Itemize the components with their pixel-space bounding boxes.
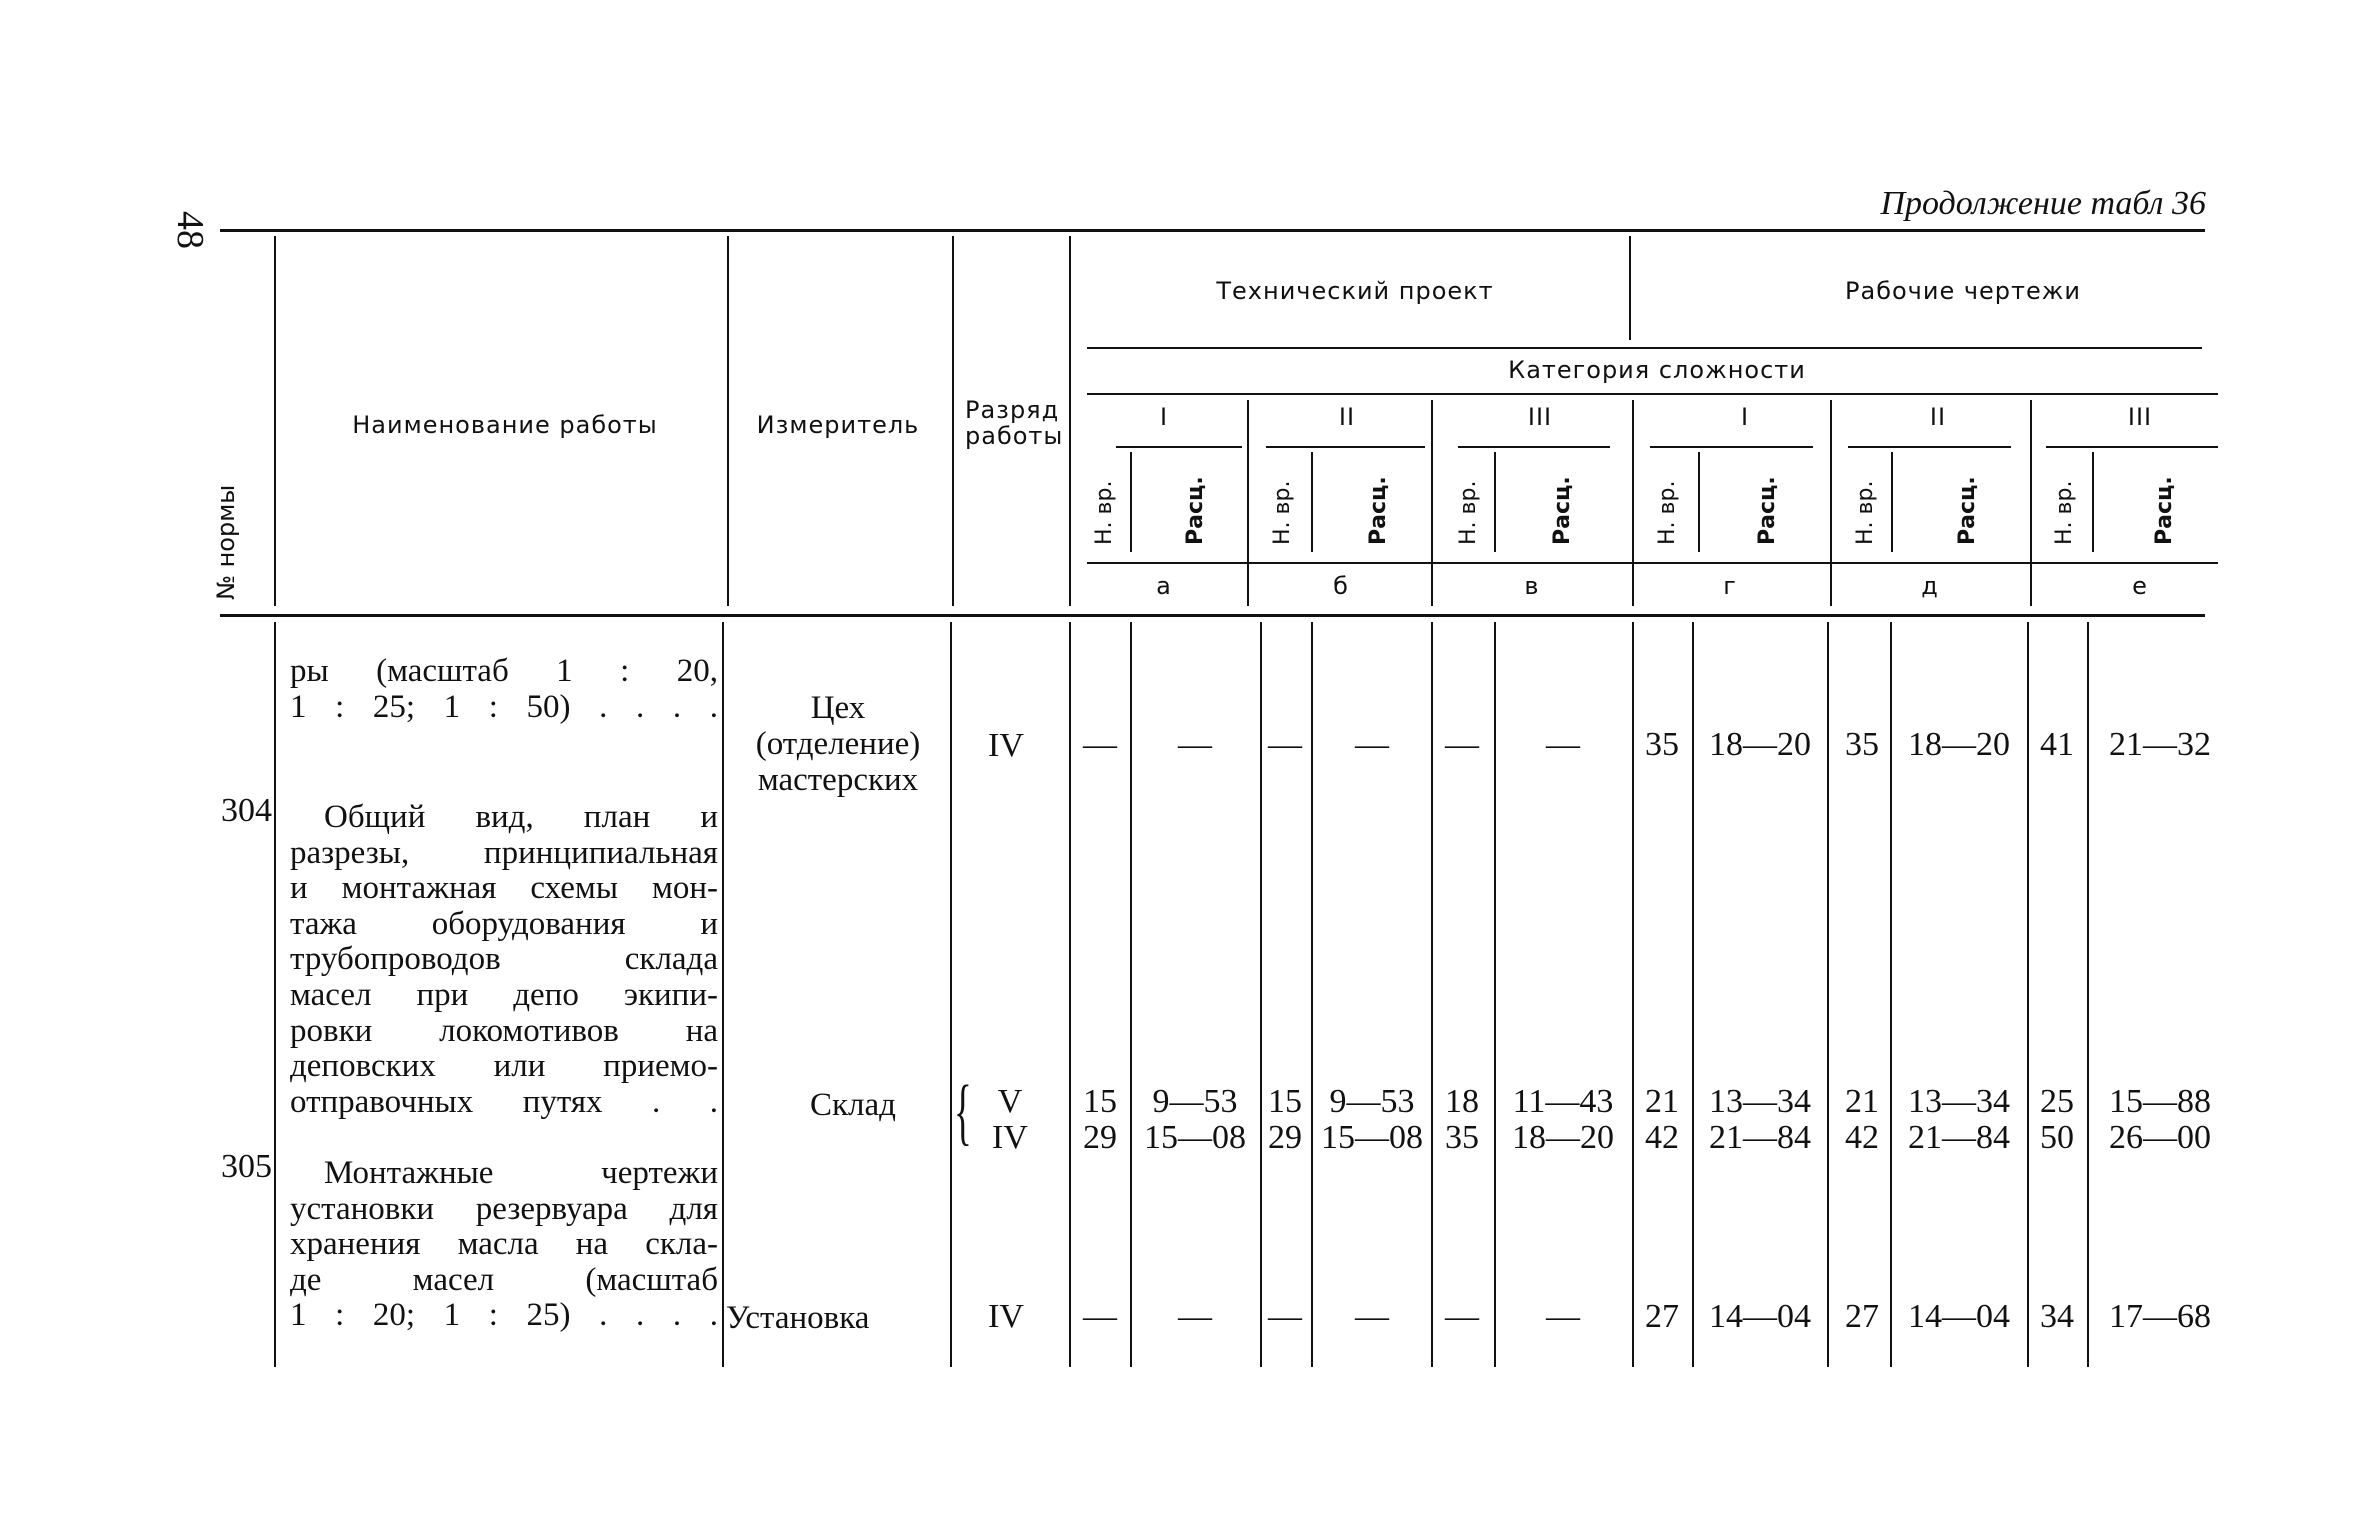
top-rule [220,229,2205,232]
category-label: III [1527,403,1553,431]
time-norm-cell: 21 [1845,1083,1879,1120]
subheader-hours: Н. вр. [1655,480,1680,545]
rate-cell: 9—53 [1329,1083,1415,1120]
category-label: II [1338,403,1356,431]
header-working-drawings: Рабочие чертежи [1845,277,2081,305]
rate-cell: 17—68 [2109,1298,2211,1335]
rate-cell: 15—88 [2109,1083,2211,1120]
time-norm-cell: 35 [1845,726,1879,763]
column-letter: в [1524,572,1540,600]
work-name-line: тажа оборудования и [290,905,718,942]
category-label: I [1740,403,1750,431]
grade-cell: V [997,1083,1023,1120]
time-norm-cell: 34 [2040,1298,2074,1335]
rate-cell: 21—32 [2109,726,2211,763]
category-sub-rule-2 [1266,446,1425,448]
subheader-hours: Н. вр. [1270,480,1295,545]
column-letter: а [1156,572,1172,600]
rate-cell: — [1178,726,1212,763]
work-name-line: деповских или приемо- [290,1048,718,1085]
column-letter: д [1921,572,1939,600]
time-norm-cell: — [1445,1298,1479,1335]
brace-icon: { [954,1071,972,1153]
time-norm-cell: 41 [2040,726,2074,763]
rate-cell: 18—20 [1908,726,2010,763]
subheader-rate: Расц. [1955,476,1980,545]
work-name-line: установки резервуара для [290,1190,718,1227]
rate-cell: — [1178,1298,1212,1335]
rate-cell: 18—20 [1512,1119,1614,1156]
time-norm-cell: 27 [1645,1298,1679,1335]
time-norm-cell: 29 [1083,1119,1117,1156]
page-number: 48 [169,211,211,249]
work-name-line: 1 : 20; 1 : 25) . . . . [290,1297,718,1334]
header-tech-project: Технический проект [1216,277,1494,305]
subheader-hours: Н. вр. [1853,480,1878,545]
category-sub-rule-5 [1848,446,2011,448]
rate-cell: — [1355,1298,1389,1335]
work-name-line: 1 : 25; 1 : 50) . . . . [290,688,718,725]
header-work-name: Наименование работы [352,411,658,439]
time-norm-cell: — [1268,726,1302,763]
header-meter: Измеритель [756,411,920,439]
time-norm-cell: 35 [1445,1119,1479,1156]
grade-cell: IV [988,1298,1024,1335]
meter-cell: Склад [810,1087,896,1123]
time-norm-cell: 50 [2040,1119,2074,1156]
category-label: II [1929,403,1947,431]
work-name-line: хранения масла на скла- [290,1226,718,1263]
grade-cell: IV [988,727,1024,764]
rate-cell: 11—43 [1512,1083,1614,1120]
work-name-line: разрезы, принципиальная [290,834,718,871]
time-norm-cell: — [1268,1298,1302,1335]
subheader-hours: Н. вр. [1456,480,1481,545]
rate-cell: 21—84 [1709,1119,1811,1156]
rate-cell: 15—08 [1321,1119,1423,1156]
time-norm-cell: 35 [1645,726,1679,763]
subheader-rate: Расц. [1755,476,1780,545]
rate-cell: — [1546,1298,1580,1335]
category-rule [1087,393,2218,395]
work-name-line: и монтажная схемы мон- [290,870,718,907]
time-norm-cell: — [1083,1298,1117,1335]
category-sub-rule-6 [2046,446,2218,448]
time-norm-cell: — [1445,726,1479,763]
norm-number: 304 [221,792,272,829]
time-norm-cell: — [1083,726,1117,763]
subheader-rate: Расц. [1550,476,1575,545]
category-label: I [1159,403,1169,431]
rate-cell: 14—04 [1709,1298,1811,1335]
time-norm-cell: 42 [1845,1119,1879,1156]
time-norm-cell: 29 [1268,1119,1302,1156]
work-name-line: ровки локомотивов на [290,1012,718,1049]
work-name-cell [290,800,718,1120]
column-letter: б [1333,572,1349,600]
meter-cell: Цех (отделение) мастерских [755,690,921,798]
work-name-line: Монтажные чертежи [324,1155,718,1191]
rate-cell: 21—84 [1908,1119,2010,1156]
rate-cell: 26—00 [2109,1119,2211,1156]
letters-rule [1087,562,2218,564]
subheader-rate: Расц. [1366,476,1391,545]
work-name-line: трубопроводов склада [290,941,718,978]
subheader-rate: Расц. [1183,476,1208,545]
grade-cell: IV [992,1119,1028,1156]
header-complexity: Категория сложности [1508,356,1806,384]
table-caption: Продолжение табл 36 [1880,185,2206,222]
rate-cell: 18—20 [1709,726,1811,763]
meter-cell: Установка [726,1300,870,1336]
work-name-line: отправочных путях . . [290,1083,718,1120]
category-sub-rule-3 [1458,446,1610,448]
rate-cell: — [1355,726,1389,763]
rate-cell: 15—08 [1144,1119,1246,1156]
work-name-line: Общий вид, план и [324,799,718,835]
header-grade: Разряд работы [965,396,1064,450]
time-norm-cell: 25 [2040,1083,2074,1120]
rate-cell: 14—04 [1908,1298,2010,1335]
rate-cell: 13—34 [1908,1083,2010,1120]
work-name-line: де масел (масштаб [290,1261,718,1298]
category-sub-rule-1 [1116,446,1242,448]
rate-cell: 9—53 [1152,1083,1238,1120]
column-letter: е [2132,572,2148,600]
rate-cell: 13—34 [1709,1083,1811,1120]
header-norm-number: № нормы [212,484,240,600]
work-name-line: ры (масштаб 1 : 20, [290,653,718,689]
rate-cell: — [1546,726,1580,763]
subheader-rate: Расц. [2152,476,2177,545]
time-norm-cell: 27 [1845,1298,1879,1335]
time-norm-cell: 21 [1645,1083,1679,1120]
category-sub-rule-4 [1650,446,1813,448]
time-norm-cell: 15 [1268,1083,1302,1120]
work-name-cell [290,654,718,725]
time-norm-cell: 42 [1645,1119,1679,1156]
norm-number: 305 [221,1148,272,1185]
subheader-hours: Н. вр. [2052,480,2077,545]
header-bottom-rule [220,614,2205,617]
subheader-hours: Н. вр. [1092,480,1117,545]
column-letter: г [1723,572,1737,600]
time-norm-cell: 18 [1445,1083,1479,1120]
tech-project-rule [1087,347,2202,349]
work-name-line: масел при депо экипи- [290,976,718,1013]
work-name-cell [290,1156,718,1334]
time-norm-cell: 15 [1083,1083,1117,1120]
category-label: III [2127,403,2153,431]
